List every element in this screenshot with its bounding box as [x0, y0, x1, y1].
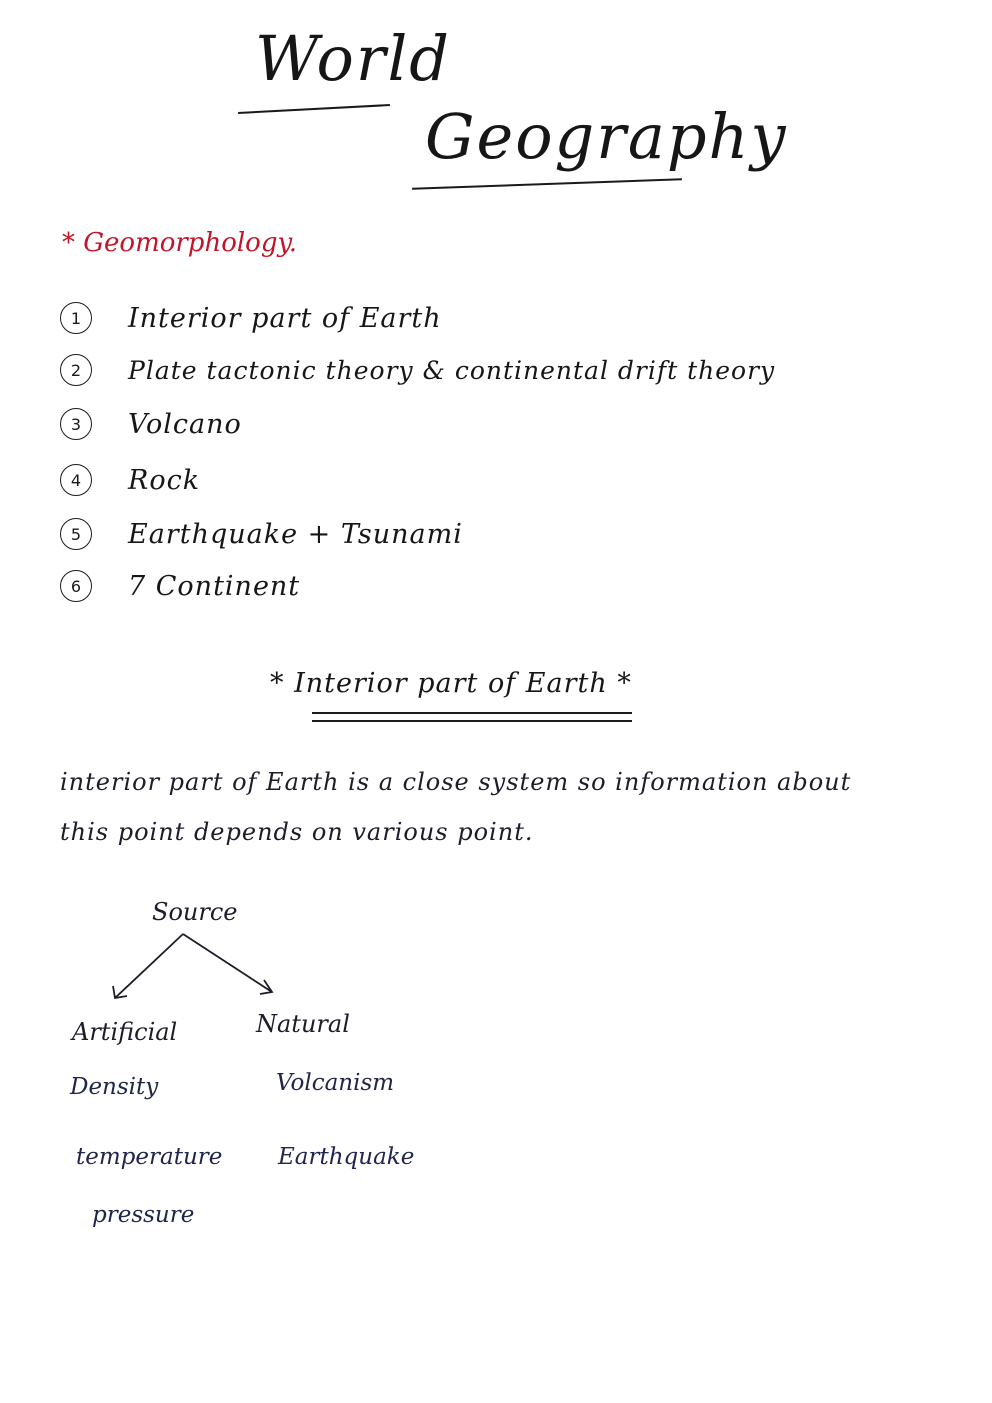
artificial-item: temperature — [76, 1144, 223, 1170]
title-world-underline — [238, 104, 390, 114]
diagram-right-branch: Natural — [256, 1010, 350, 1038]
number-badge: 6 — [60, 570, 92, 602]
number-badge: 3 — [60, 408, 92, 440]
list-text: Interior part of Earth — [128, 302, 442, 334]
subsection-heading: * Interior part of Earth * — [270, 668, 632, 699]
list-text: Plate tactonic theory & continental drift theory — [128, 355, 776, 385]
number-badge: 4 — [60, 464, 92, 496]
list-item — [60, 514, 463, 554]
arrow-right — [183, 934, 272, 992]
paragraph-line: this point depends on various point. — [60, 818, 534, 846]
natural-item: Earthquake — [278, 1144, 415, 1170]
list-item — [60, 350, 775, 390]
list-text: 7 Continent — [128, 570, 301, 602]
paragraph-line: interior part of Earth is a close system so information about — [60, 768, 852, 796]
number-badge: 5 — [60, 518, 92, 550]
diagram-left-branch: Artificial — [72, 1018, 178, 1046]
arrow-left — [115, 934, 183, 998]
list-text: Earthquake + Tsunami — [128, 518, 463, 550]
list-item — [60, 460, 200, 500]
title-geography-underline — [412, 178, 682, 189]
number-badge: 1 — [60, 302, 92, 334]
arrow-right-head — [260, 980, 272, 994]
section-heading: * Geomorphology. — [62, 228, 297, 258]
list-text: Rock — [128, 464, 201, 496]
arrow-left-head — [113, 986, 127, 998]
subsection-underline-2 — [312, 720, 632, 722]
list-item — [60, 298, 442, 338]
list-text: Volcano — [128, 408, 242, 440]
title-geography: Geography — [425, 100, 788, 173]
natural-item: Volcanism — [276, 1070, 395, 1096]
number-badge: 2 — [60, 354, 92, 386]
subsection-underline-1 — [312, 712, 632, 714]
artificial-item: Density — [70, 1074, 159, 1100]
diagram-root: Source — [152, 898, 238, 926]
title-world: World — [255, 22, 451, 95]
list-item — [60, 404, 242, 444]
artificial-item: pressure — [92, 1202, 195, 1228]
list-item — [60, 566, 300, 606]
